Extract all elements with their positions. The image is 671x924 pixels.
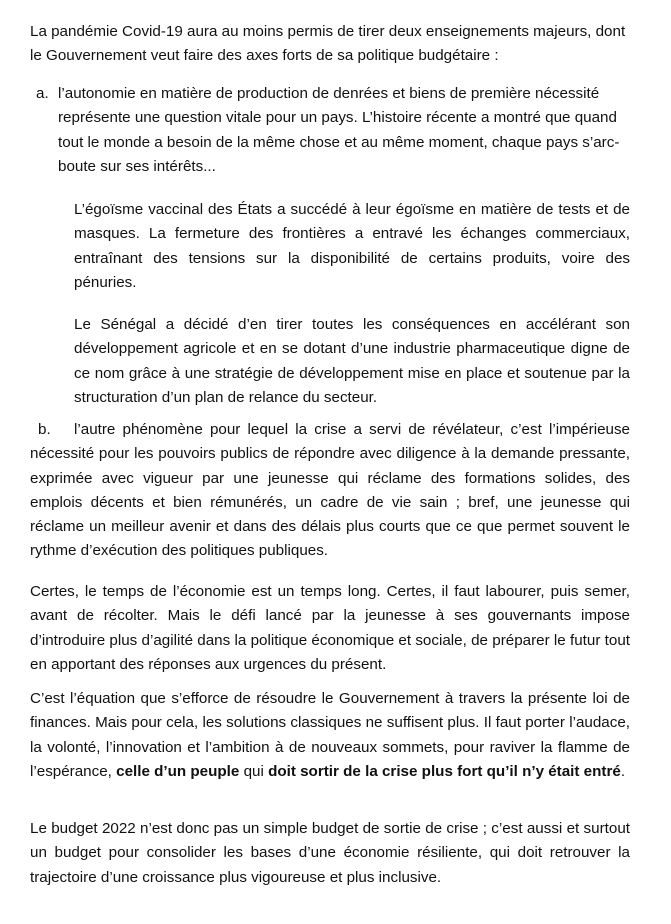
paragraph-economy-time: Certes, le temps de l’économie est un temps long. Certes, il faut labourer, puis semer, avant de récolter. Mais le défi lancé par la jeunesse à ses gouvernants impose d’introduire plus d’agilité dans la politique économique et sociale, de préparer le futur tout en apportant des réponses aux urgences du présent. <box>30 583 630 673</box>
emphasis-text: doit sortir de la crise plus fort qu’il n’y était entré <box>268 762 621 780</box>
list-item-a <box>30 82 630 179</box>
paragraph-text: C’est l’équation que s’efforce de résoudre le Gouvernement à travers la présente loi de finances. Mais pour cela, les solutions classiques ne suffisent plus. Il faut porter l’audace, la volonté, l’innovation et l’ambition à de nouveaux sommets, pour raviver la flamme de l’espérance, <box>30 690 630 780</box>
list-item-b <box>30 418 630 564</box>
list-item-b-text: l’autre phénomène pour lequel la crise a servi de révélateur, c’est l’impérieuse nécessité pour les pouvoirs publics de répondre avec diligence à la demande pressante, exprimée avec vigueur par une jeunesse qui réclame des formations solides, des emplois décents et bien rémunérés, un cadre de vie sain ; bref, une jeunesse qui réclame un meilleur avenir et dans des délais plus courts que ce que permet souvent le rythme d’exécution des politiques publiques. <box>30 421 630 560</box>
list-marker-a: a. <box>36 85 49 102</box>
indented-paragraph-senegal: Le Sénégal a décidé d’en tirer toutes les conséquences en accélérant son développement agricole et en se dotant d’une industrie pharmaceutique digne de ce nom grâce à une stratégie de développement mise en place et soutenue par la structuration d’un plan de relance du secteur. <box>74 316 630 406</box>
paragraph-government-equation <box>30 687 630 784</box>
emphasis-text: celle d’un peuple <box>116 762 240 780</box>
paragraph-text: qui <box>239 762 269 780</box>
intro-paragraph: La pandémie Covid-19 aura au moins permis de tirer deux enseignements majeurs, dont le Gouvernement veut faire des axes forts de sa politique budgétaire : <box>30 23 626 65</box>
paragraph-text: . <box>620 762 626 780</box>
paragraph-budget-2022: Le budget 2022 n’est donc pas un simple budget de sortie de crise ; c’est aussi et surtout un budget pour consolider les bases d’une économie résiliente, qui doit retrouver la trajectoire d’une croissance plus vigoureuse et plus inclusive. <box>30 820 630 886</box>
list-item-a-text: l’autonomie en matière de production de denrées et biens de première nécessité représente une question vitale pour un pays. L’histoire récente a montré que quand tout le monde a besoin de la même chose et au même moment, chaque pays s’arc-boute sur ses intérêts... <box>58 85 620 175</box>
indented-paragraph-vaccine: L’égoïsme vaccinal des États a succédé à leur égoïsme en matière de tests et de masques. La fermeture des frontières a entravé les échanges commerciaux, entraînant des tensions sur la disponibilité de certains produits, voire des pénuries. <box>74 201 630 291</box>
list-marker-b: b. <box>38 421 51 438</box>
